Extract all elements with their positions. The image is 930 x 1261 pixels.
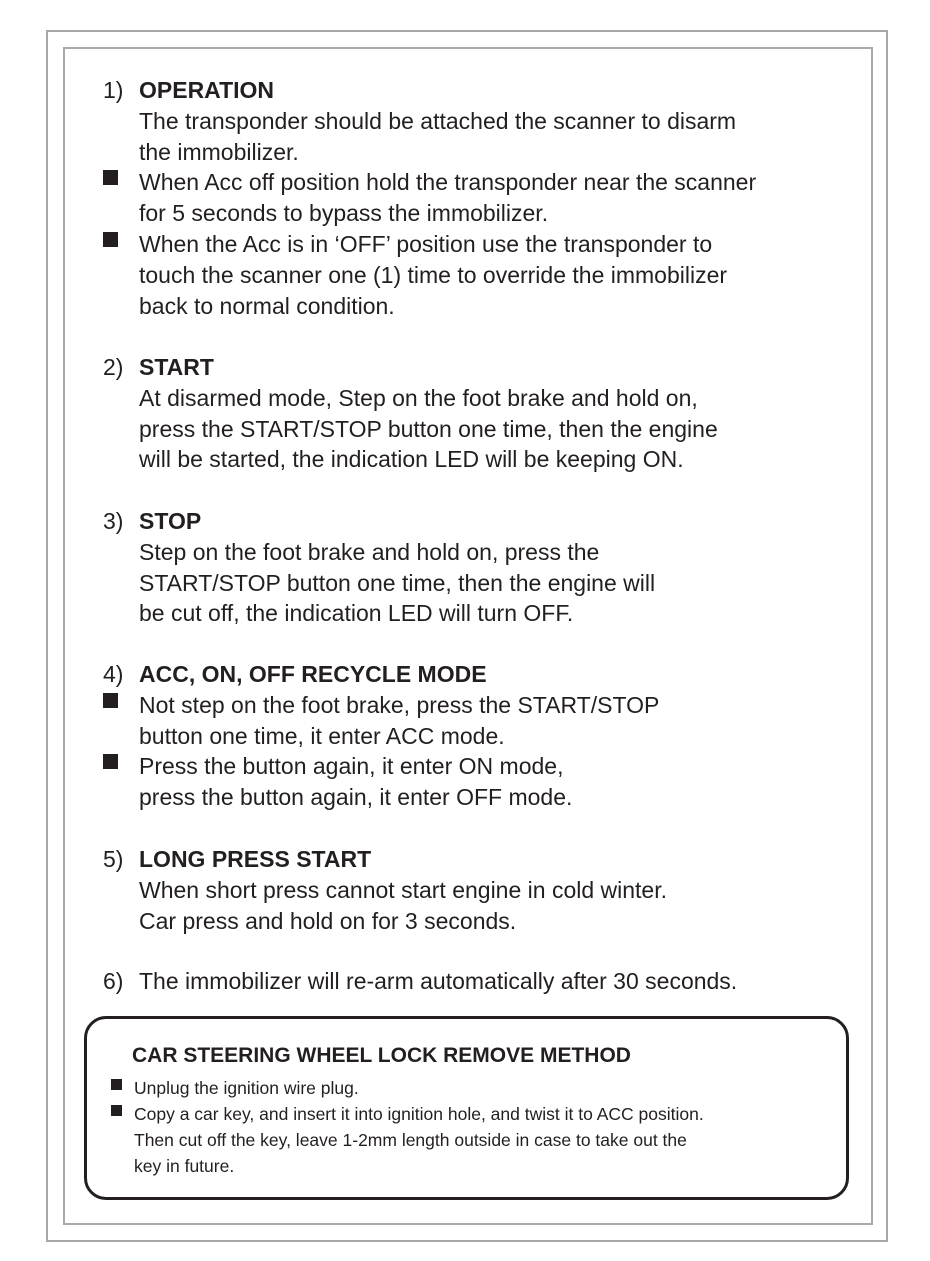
text-line: START/STOP button one time, then the engine will <box>139 569 656 596</box>
text-line: Car press and hold on for 3 seconds. <box>139 907 517 934</box>
section-long-press-start <box>103 844 863 936</box>
section-number: 4) <box>103 661 124 687</box>
section-number: 3) <box>103 508 124 534</box>
section-number: 1) <box>103 77 124 103</box>
section-number: 6) <box>103 968 124 994</box>
section-heading: LONG PRESS START <box>139 846 372 872</box>
section-stop <box>103 506 863 629</box>
section-operation <box>103 75 863 321</box>
section-heading: ACC, ON, OFF RECYCLE MODE <box>139 661 487 687</box>
text-line: will be started, the indication LED will be keeping ON. <box>139 446 684 473</box>
text-line: key in future. <box>134 1156 235 1176</box>
section-number: 5) <box>103 846 124 872</box>
text-line: be cut off, the indication LED will turn OFF. <box>139 600 574 627</box>
text-line: the immobilizer. <box>139 138 299 165</box>
section-start <box>103 352 863 475</box>
text-line: for 5 seconds to bypass the immobilizer. <box>139 200 549 227</box>
text-line: back to normal condition. <box>139 292 395 319</box>
text-line: Step on the foot brake and hold on, press the <box>139 538 600 565</box>
text-line: The transponder should be attached the scanner to disarm <box>139 107 737 134</box>
section-heading: START <box>139 354 214 380</box>
box-body <box>111 1075 704 1179</box>
bullet-text: Not step on the foot brake, press the START/STOP <box>139 691 660 718</box>
text-line: At disarmed mode, Step on the foot brake and hold on, <box>139 384 698 411</box>
steering-lock-box <box>84 1016 849 1200</box>
text-line: button one time, it enter ACC mode. <box>139 722 505 749</box>
section-recycle-mode <box>103 659 863 813</box>
bullet-text: When the Acc is in ‘OFF’ position use the transponder to <box>139 230 713 257</box>
box-title: CAR STEERING WHEEL LOCK REMOVE METHOD <box>132 1044 631 1067</box>
bullet-text: Press the button again, it enter ON mode, <box>139 753 564 780</box>
text-line: Then cut off the key, leave 1-2mm length outside in case to take out the <box>134 1130 687 1150</box>
text-line: press the START/STOP button one time, then the engine <box>139 415 718 442</box>
section-heading: STOP <box>139 508 202 534</box>
bullet-text: When Acc off position hold the transponder near the scanner <box>139 169 757 196</box>
section-heading: OPERATION <box>139 77 275 103</box>
section-number: 2) <box>103 354 124 380</box>
bullet-text: Copy a car key, and insert it into ignition hole, and twist it to ACC position. <box>134 1104 704 1124</box>
text-line: press the button again, it enter OFF mode. <box>139 784 573 811</box>
text-line: touch the scanner one (1) time to override the immobilizer <box>139 261 728 288</box>
bullet-text: Unplug the ignition wire plug. <box>134 1078 359 1098</box>
text-line: When short press cannot start engine in cold winter. <box>139 876 668 903</box>
section-text: The immobilizer will re-arm automatically after 30 seconds. <box>139 968 738 994</box>
section-rearm <box>103 966 863 997</box>
